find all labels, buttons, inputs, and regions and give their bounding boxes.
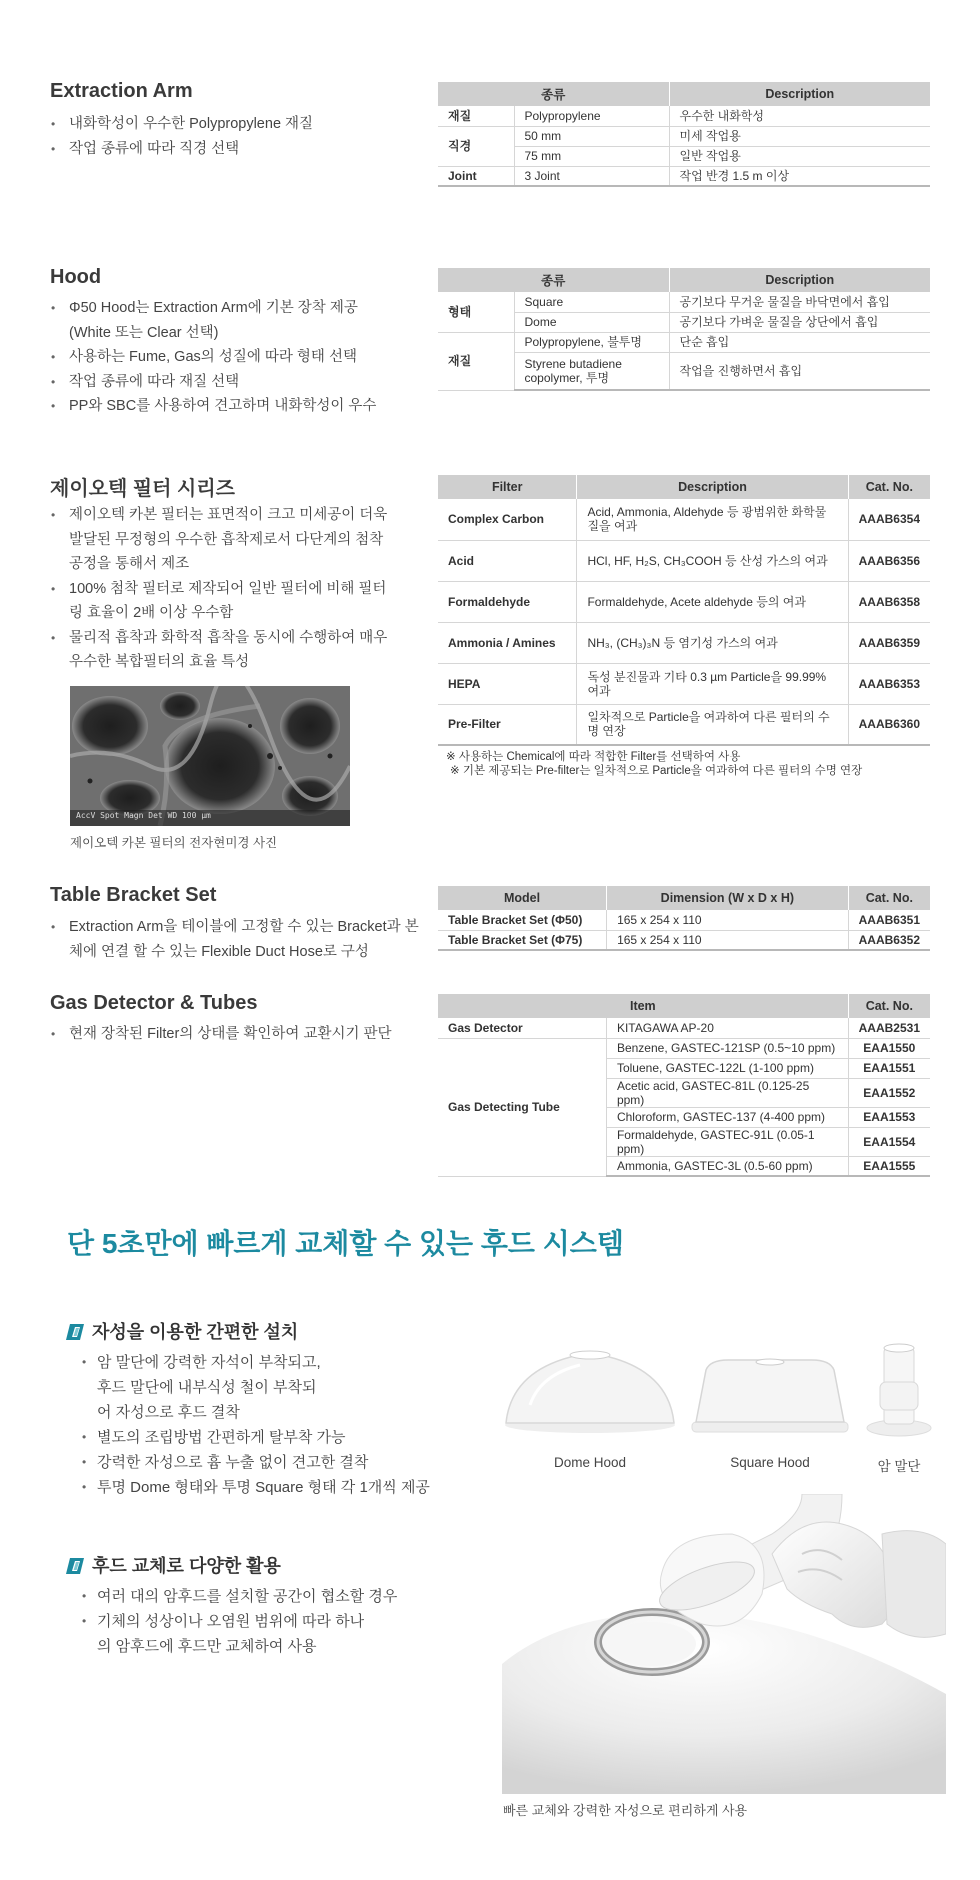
table-cell: 독성 분진물과 기타 0.3 µm Particle을 99.99% 여과 bbox=[577, 663, 848, 704]
table-cell: 3 Joint bbox=[514, 166, 669, 186]
table-header: Cat. No. bbox=[848, 994, 930, 1018]
hood-replacement-photo bbox=[502, 1494, 946, 1794]
table-cell: EAA1554 bbox=[848, 1127, 930, 1156]
table-cell: AAAB6360 bbox=[848, 704, 930, 745]
slash-mark-icon bbox=[66, 1324, 84, 1345]
table-cell: EAA1555 bbox=[848, 1156, 930, 1176]
bullet-item: • 별도의 조립방법 간편하게 탈부착 가능 bbox=[80, 1425, 460, 1450]
bullet-item: • 투명 Dome 형태와 투명 Square 형태 각 1개씩 제공 bbox=[80, 1475, 460, 1500]
table-cell: Joint bbox=[438, 166, 514, 186]
bullet-item: • 현재 장착된 Filter의 상태를 확인하여 교환시기 판단 bbox=[50, 1022, 430, 1047]
table-cell: 재질 bbox=[438, 332, 514, 390]
bullet-item: • 제이오텍 카본 필터는 표면적이 크고 미세공이 더욱 발달된 무정형의 우수한 흡착제로서 다단계의 첨착 공정을 통해서 제조 bbox=[50, 503, 400, 577]
bullet-item: • 강력한 자성으로 흄 누출 없이 견고한 결착 bbox=[80, 1450, 460, 1475]
bullet-item: • 물리적 흡착과 화학적 흡착을 동시에 수행하여 매우 우수한 복합필터의 효율 특성 bbox=[50, 626, 400, 675]
table-cell: 75 mm bbox=[514, 146, 669, 166]
table-cell: Table Bracket Set (Φ75) bbox=[438, 930, 607, 950]
table-cell: AAAB6359 bbox=[848, 622, 930, 663]
bullet-item: • 작업 종류에 따라 직경 선택 bbox=[50, 137, 430, 162]
table-cell: 형태 bbox=[438, 292, 514, 332]
table-header: Description bbox=[669, 82, 930, 106]
table-header: Cat. No. bbox=[848, 475, 930, 499]
bracket-table bbox=[438, 886, 930, 951]
slash-mark-icon bbox=[66, 1558, 84, 1579]
bullet-item: • 100% 첨착 필터로 제작되어 일반 필터에 비해 필터링 효율이 2배 이상 우수함 bbox=[50, 577, 400, 626]
table-cell: 작업을 진행하면서 흡입 bbox=[669, 352, 930, 390]
photo-scale-label: AccV Spot Magn Det WD 100 μm bbox=[76, 811, 211, 820]
table-cell: 공기보다 가벼운 물질을 상단에서 흡입 bbox=[669, 312, 930, 332]
section-title: Hood bbox=[50, 266, 102, 288]
bullet-item: • 암 말단에 강력한 자석이 부착되고, 후드 말단에 내부식성 철이 부착되어 자성으로 후드 결착 bbox=[80, 1350, 330, 1425]
table-header: 종류 bbox=[438, 268, 669, 292]
filter-table bbox=[438, 475, 930, 746]
table-cell: Acetic acid, GASTEC-81L (0.125-25 ppm) bbox=[606, 1078, 848, 1107]
hood-system-heading: 단 5초만에 빠르게 교체할 수 있는 후드 시스템 bbox=[67, 1228, 624, 1259]
table-cell: Formaldehyde bbox=[438, 581, 577, 622]
table-cell: Square bbox=[514, 292, 669, 312]
table-cell: Styrene butadiene copolymer, 투명 bbox=[514, 352, 669, 390]
table-cell: AAAB6356 bbox=[848, 540, 930, 581]
table-cell: EAA1551 bbox=[848, 1058, 930, 1078]
table-cell: Acid bbox=[438, 540, 577, 581]
table-cell: EAA1552 bbox=[848, 1078, 930, 1107]
table-cell: 165 x 254 x 110 bbox=[607, 910, 849, 930]
table-header: Description bbox=[577, 475, 848, 499]
section-title: Table Bracket Set bbox=[50, 884, 217, 906]
table-row bbox=[438, 332, 930, 352]
table-row bbox=[438, 292, 930, 312]
table-cell: Dome bbox=[514, 312, 669, 332]
table-cell: Acid, Ammonia, Aldehyde 등 광범위한 화학물질을 여과 bbox=[577, 499, 848, 540]
table-cell: Gas Detecting Tube bbox=[438, 1038, 606, 1176]
bullet-item: • Φ50 Hood는 Extraction Arm에 기본 장착 제공 (White 또는 Clear 선택) bbox=[50, 296, 400, 345]
table-row bbox=[438, 704, 930, 745]
table-row bbox=[438, 663, 930, 704]
bullet-item: • Extraction Arm을 테이블에 고정할 수 있는 Bracket과 본체에 연결 할 수 있는 Flexible Duct Hose로 구성 bbox=[50, 915, 430, 964]
table-cell: Benzene, GASTEC-121SP (0.5~10 ppm) bbox=[606, 1038, 848, 1058]
extraction-arm-table bbox=[438, 82, 930, 187]
table-cell: EAA1553 bbox=[848, 1107, 930, 1127]
square-hood-image bbox=[688, 1350, 852, 1441]
table-cell: Table Bracket Set (Φ50) bbox=[438, 910, 607, 930]
bullet-item: • 사용하는 Fume, Gas의 성질에 따라 형태 선택 bbox=[50, 345, 400, 370]
table-cell: 작업 반경 1.5 m 이상 bbox=[669, 166, 930, 186]
table-cell: KITAGAWA AP-20 bbox=[606, 1018, 848, 1038]
table-cell: 일차적으로 Particle을 여과하여 다른 필터의 수명 연장 bbox=[577, 704, 848, 745]
bullet-item: • 기체의 성상이나 오염원 범위에 따라 하나의 암후드에 후드만 교체하여 사용 bbox=[80, 1609, 370, 1659]
table-cell: 재질 bbox=[438, 106, 514, 126]
subsection-title-text: 자성을 이용한 간편한 설치 bbox=[92, 1322, 299, 1342]
table-cell: Complex Carbon bbox=[438, 499, 577, 540]
table-row bbox=[438, 1018, 930, 1038]
section-title: 제이오텍 필터 시리즈 bbox=[50, 478, 235, 500]
table-row bbox=[438, 622, 930, 663]
bullet-list bbox=[50, 296, 400, 419]
table-cell: 미세 작업용 bbox=[669, 126, 930, 146]
table-cell: 단순 흡입 bbox=[669, 332, 930, 352]
bullet-list bbox=[50, 915, 430, 964]
table-cell: 공기보다 무거운 물질을 바닥면에서 흡입 bbox=[669, 292, 930, 312]
subsection-title bbox=[66, 1318, 298, 1345]
table-row bbox=[438, 106, 930, 126]
table-cell: HEPA bbox=[438, 663, 577, 704]
section-title: Extraction Arm bbox=[50, 80, 193, 102]
table-cell: AAAB6358 bbox=[848, 581, 930, 622]
table-cell: AAAB6351 bbox=[848, 910, 930, 930]
table-cell: AAAB6352 bbox=[848, 930, 930, 950]
table-row bbox=[438, 581, 930, 622]
product-caption: Dome Hood bbox=[553, 1455, 627, 1470]
bullet-item: • 내화학성이 우수한 Polypropylene 재질 bbox=[50, 112, 430, 137]
table-cell: Polypropylene, 불투명 bbox=[514, 332, 669, 352]
bullet-list bbox=[80, 1584, 410, 1659]
table-cell: AAAB2531 bbox=[848, 1018, 930, 1038]
table-row bbox=[438, 540, 930, 581]
table-row bbox=[438, 930, 930, 950]
table-header: Filter bbox=[438, 475, 577, 499]
gas-table bbox=[438, 994, 930, 1177]
section-title: Gas Detector & Tubes bbox=[50, 992, 258, 1014]
table-header: Dimension (W x D x H) bbox=[607, 886, 849, 910]
table-cell: AAAB6354 bbox=[848, 499, 930, 540]
table-cell: Formaldehyde, GASTEC-91L (0.05-1 ppm) bbox=[606, 1127, 848, 1156]
bullet-item: • 여러 대의 암후드를 설치할 공간이 협소할 경우 bbox=[80, 1584, 410, 1609]
bullet-list bbox=[50, 112, 430, 161]
filter-note: ※ 기본 제공되는 Pre-filter는 일차적으로 Particle을 여과하여 다른 필터의 수명 연장 bbox=[450, 765, 863, 777]
table-cell: 일반 작업용 bbox=[669, 146, 930, 166]
table-header: 종류 bbox=[438, 82, 669, 106]
subsection-title bbox=[66, 1552, 281, 1579]
table-row bbox=[438, 499, 930, 540]
bullet-item: • PP와 SBC를 사용하여 견고하며 내화학성이 우수 bbox=[50, 394, 400, 419]
table-cell: 50 mm bbox=[514, 126, 669, 146]
subsection-title-text: 후드 교체로 다양한 활용 bbox=[92, 1556, 281, 1576]
table-cell: Formaldehyde, Acete aldehyde 등의 여과 bbox=[577, 581, 848, 622]
table-cell: Polypropylene bbox=[514, 106, 669, 126]
table-header: Model bbox=[438, 886, 607, 910]
table-row bbox=[438, 910, 930, 930]
bullet-list bbox=[80, 1350, 460, 1500]
table-header: Cat. No. bbox=[848, 886, 930, 910]
table-cell: 직경 bbox=[438, 126, 514, 166]
table-cell: Chloroform, GASTEC-137 (4-400 ppm) bbox=[606, 1107, 848, 1127]
product-caption: Square Hood bbox=[730, 1455, 810, 1470]
table-cell: Pre-Filter bbox=[438, 704, 577, 745]
table-header: Description bbox=[669, 268, 930, 292]
photo-caption: 빠른 교체와 강력한 자성으로 편리하게 사용 bbox=[503, 1803, 748, 1818]
product-caption: 암 말단 bbox=[877, 1459, 921, 1474]
table-cell: EAA1550 bbox=[848, 1038, 930, 1058]
table-cell: Ammonia, GASTEC-3L (0.5-60 ppm) bbox=[606, 1156, 848, 1176]
table-cell: Gas Detector bbox=[438, 1018, 606, 1038]
bullet-list bbox=[50, 1022, 430, 1047]
hood-table bbox=[438, 268, 930, 391]
filter-note: ※ 사용하는 Chemical에 따라 적합한 Filter를 선택하여 사용 bbox=[446, 751, 741, 763]
dome-hood-image bbox=[500, 1345, 680, 1440]
arm-end-image bbox=[864, 1342, 934, 1443]
table-cell: 우수한 내화학성 bbox=[669, 106, 930, 126]
table-cell: Toluene, GASTEC-122L (1-100 ppm) bbox=[606, 1058, 848, 1078]
table-row bbox=[438, 166, 930, 186]
photo-caption: 제이오텍 카본 필터의 전자현미경 사진 bbox=[70, 836, 278, 850]
table-cell: AAAB6353 bbox=[848, 663, 930, 704]
table-cell: Ammonia / Amines bbox=[438, 622, 577, 663]
bullet-list bbox=[50, 503, 400, 675]
table-header: Item bbox=[438, 994, 848, 1018]
bullet-item: • 작업 종류에 따라 재질 선택 bbox=[50, 370, 400, 395]
sem-microscope-photo bbox=[70, 686, 350, 826]
table-row bbox=[438, 1038, 930, 1058]
table-cell: NH₃, (CH₃)₃N 등 염기성 가스의 여과 bbox=[577, 622, 848, 663]
table-row bbox=[438, 126, 930, 146]
table-cell: HCl, HF, H₂S, CH₃COOH 등 산성 가스의 여과 bbox=[577, 540, 848, 581]
table-cell: 165 x 254 x 110 bbox=[607, 930, 849, 950]
